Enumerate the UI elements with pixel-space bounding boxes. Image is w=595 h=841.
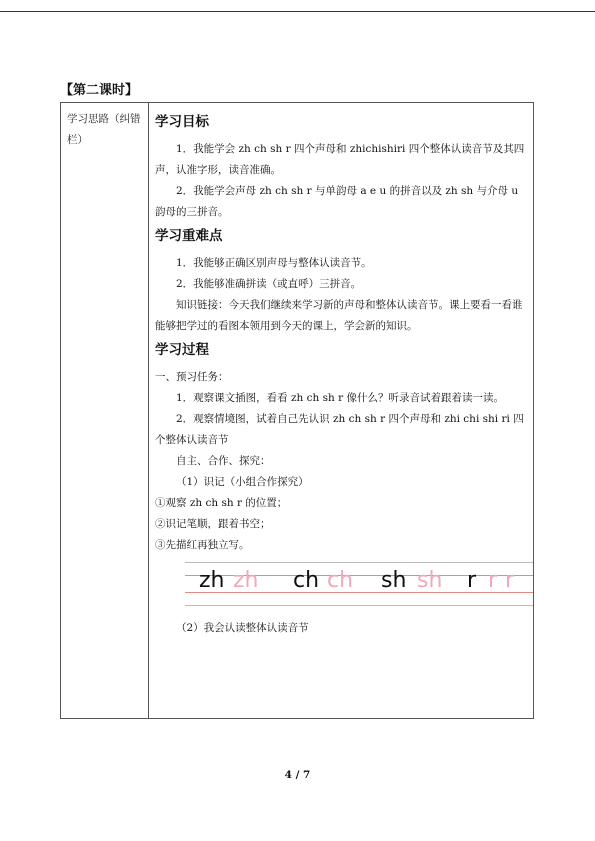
explore-title: 自主、合作、探究：	[176, 455, 271, 467]
writing-sample: ch	[293, 568, 320, 593]
section-header: 【第二课时】	[60, 83, 139, 98]
page-number: 4 / 7	[284, 769, 311, 781]
process-heading: 学习过程	[155, 342, 209, 358]
subtask-title: （1）识记（小组合作探究）	[176, 476, 309, 488]
writing-trace: r	[505, 568, 515, 593]
left-column	[61, 103, 149, 718]
writing-trace: r	[488, 568, 498, 593]
knowledge-link: 知识链接：今天我们继续来学习新的声母和整体认读音节。课上要看一看谁能够把学过的看图本领用到今天的课上，学会新的知识。	[155, 299, 523, 332]
step-item: ③先描红再独立写。	[155, 539, 250, 551]
lesson-table	[60, 102, 534, 719]
goal-item: 1．我能学会 zh ch sh r 四个声母和 zhichishiri 四个整体认读音节及其四声，认准字形，读音准确。	[155, 143, 525, 176]
writing-sample: r	[467, 568, 477, 593]
goal-item: 2．我能学会声母 zh ch sh r 与单韵母 a e u 的拼音以及 zh sh 与介母 u 韵母的三拼音。	[155, 185, 519, 218]
writing-trace: ch	[327, 568, 354, 593]
writing-sample: sh	[381, 568, 407, 593]
writing-trace: sh	[417, 568, 443, 593]
task-item: 1．观察课文插图，看看 zh ch sh r 像什么？听录音试着跟着读一读。	[176, 392, 504, 404]
right-column	[155, 109, 531, 639]
task-item: 2．观察情境图，试着自己先认识 zh ch sh r 四个声母和 zhi chi shi ri 四个整体认读音节	[155, 413, 524, 446]
task-title: 一、预习任务：	[155, 371, 229, 383]
key-point-item: 2．我能够准确拼读（或直呼）三拼音。	[176, 278, 362, 290]
writing-trace: zh	[233, 568, 259, 593]
top-rule	[0, 11, 595, 12]
step-item: ①观察 zh ch sh r 的位置；	[155, 497, 288, 509]
subtask-title: （2）我会认读整体认读音节	[176, 622, 309, 634]
key-points-heading: 学习重难点	[155, 228, 223, 244]
left-column-label: 学习思路（纠错栏）	[67, 113, 141, 146]
writing-sample: zh	[199, 568, 225, 593]
step-item: ②识记笔顺，跟着书空；	[155, 518, 271, 530]
handwriting-practice-grid	[185, 560, 533, 610]
goals-heading: 学习目标	[155, 114, 209, 130]
key-point-item: 1．我能够正确区别声母与整体认读音节。	[176, 257, 372, 269]
